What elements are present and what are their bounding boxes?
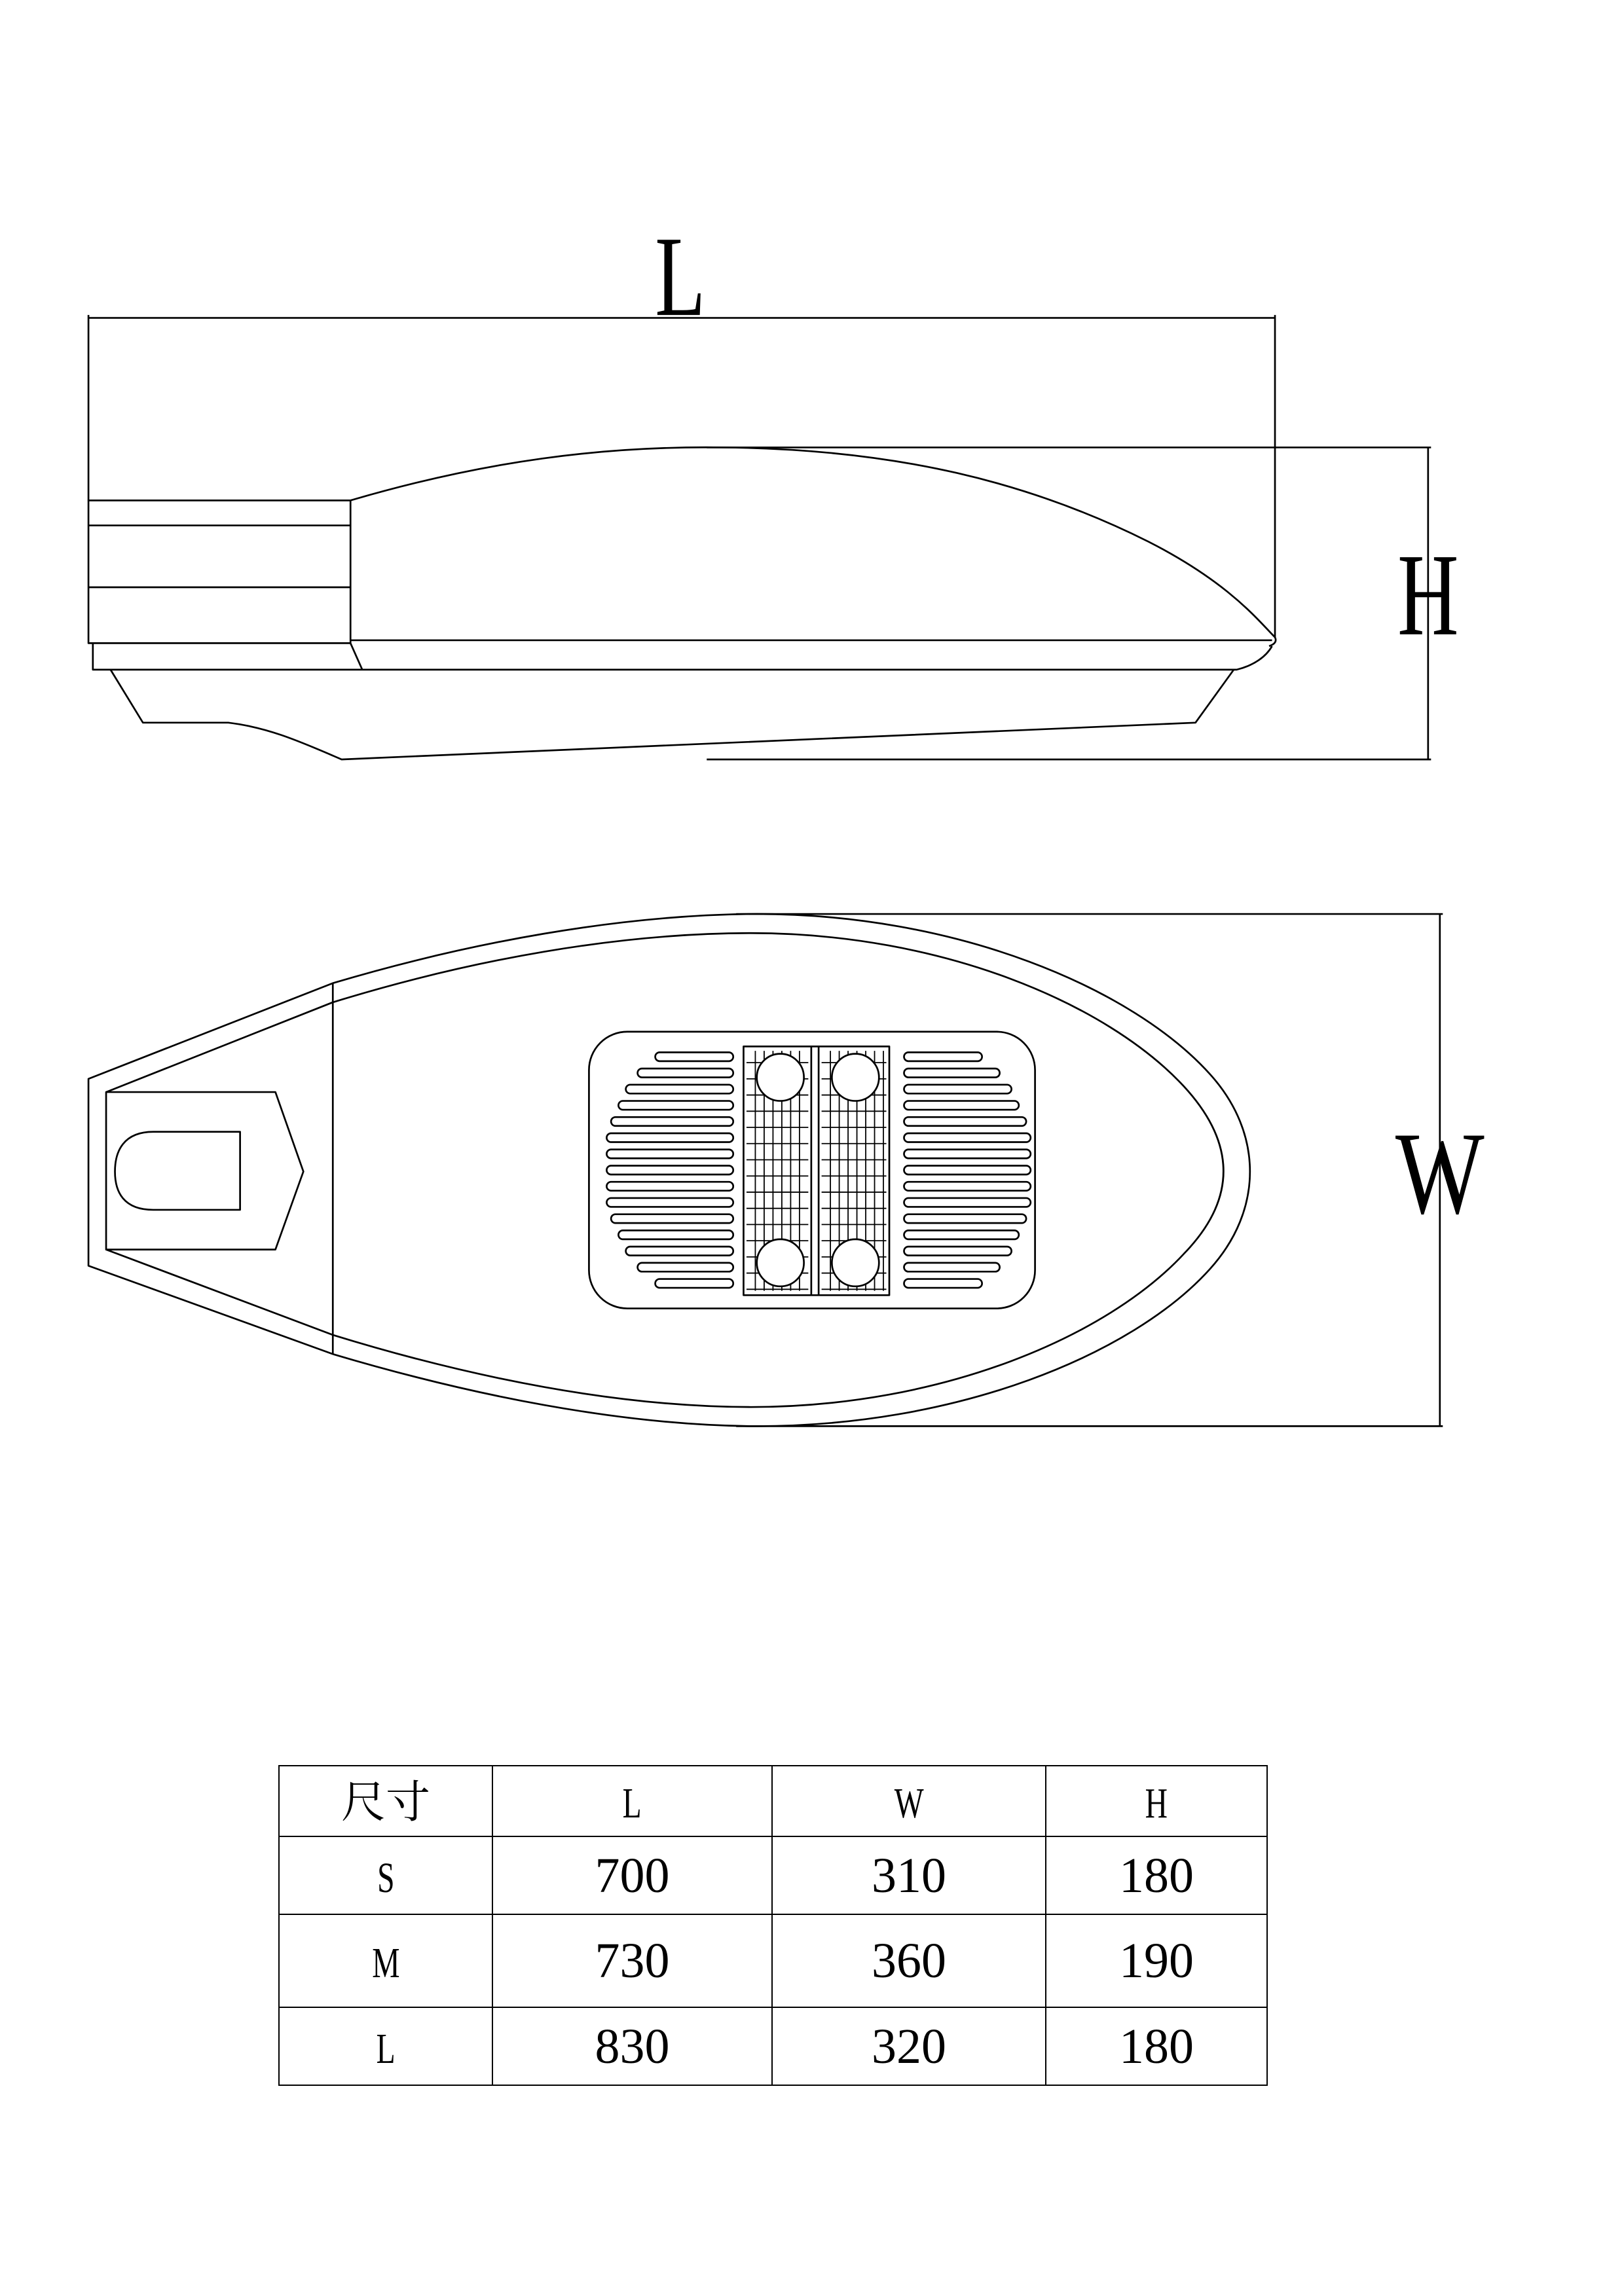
fin-bar [618, 1230, 733, 1239]
side-body-strip [93, 643, 1272, 669]
header-height-label: H [1145, 1779, 1168, 1827]
size-code: S [377, 1853, 395, 1902]
fin-bar [606, 1165, 733, 1174]
table-cell: 700 [492, 1836, 772, 1914]
table-cell: 180 [1046, 1836, 1267, 1914]
fin-bar [638, 1263, 733, 1271]
side-body-step [350, 643, 362, 669]
table-cell [279, 2007, 492, 2085]
header-width-label: W [894, 1779, 924, 1827]
fin-bar [904, 1214, 1027, 1223]
table-cell: 830 [492, 2007, 772, 2085]
led-lens [832, 1054, 879, 1101]
table-cell: 320 [772, 2007, 1046, 2085]
dim-label-length: L [655, 213, 706, 341]
fin-bar [611, 1117, 733, 1125]
fin-bar [606, 1133, 733, 1142]
table-header-cell [492, 1766, 772, 1836]
size-table [278, 1765, 1268, 2086]
table-row [279, 1836, 1267, 1914]
fin-bar [606, 1150, 733, 1158]
led-lens [757, 1054, 804, 1101]
top-mount-slot [115, 1132, 240, 1210]
fin-bar [904, 1230, 1019, 1239]
table-row [279, 2007, 1267, 2085]
fin-bar [606, 1198, 733, 1207]
top-mount-bracket [106, 1092, 303, 1250]
fin-bar [618, 1101, 733, 1110]
table-cell: 190 [1046, 1914, 1267, 2007]
dim-label-width: W [1395, 1108, 1485, 1239]
top-inner-outline [106, 933, 1223, 1407]
top-view [88, 914, 1443, 1426]
fin-bar [904, 1165, 1031, 1174]
fin-bar [611, 1214, 733, 1223]
led-lens [757, 1239, 804, 1286]
fin-bar [904, 1198, 1031, 1207]
side-body-cover [350, 447, 1276, 646]
fin-bar [904, 1182, 1031, 1190]
table-row [279, 1914, 1267, 2007]
fin-bar [904, 1052, 982, 1061]
fin-bar [904, 1101, 1019, 1110]
table-header-cell [279, 1766, 492, 1836]
side-connector [88, 500, 350, 643]
table-cell [279, 1914, 492, 2007]
fin-bar [626, 1085, 733, 1093]
header-size-label: 尺寸 [341, 1777, 430, 1827]
dim-label-height: H [1397, 529, 1459, 660]
fin-bar [638, 1068, 733, 1077]
table-header-cell [1046, 1766, 1267, 1836]
top-outer-outline [88, 914, 1250, 1426]
fin-bar [904, 1133, 1031, 1142]
fin-bar [904, 1117, 1027, 1125]
size-code: M [371, 1939, 400, 1987]
table-cell: 310 [772, 1836, 1046, 1914]
fin-bar [904, 1085, 1012, 1093]
side-view [88, 315, 1431, 759]
fin-bar [904, 1279, 982, 1288]
led-lens [832, 1239, 879, 1286]
fin-bar [626, 1247, 733, 1255]
fin-bar [904, 1247, 1012, 1255]
fin-bar [904, 1068, 1000, 1077]
fin-bar [904, 1263, 1000, 1271]
fin-bar [606, 1182, 733, 1190]
table-cell [279, 1836, 492, 1914]
table-header-row [279, 1766, 1267, 1836]
side-lower-housing [111, 670, 1234, 759]
fin-bar [655, 1279, 733, 1288]
table-cell: 180 [1046, 2007, 1267, 2085]
table-header-cell [772, 1766, 1046, 1836]
table-cell: 730 [492, 1914, 772, 2007]
header-length-label: L [622, 1779, 642, 1827]
size-code: L [376, 2024, 396, 2073]
fin-bar [655, 1052, 733, 1061]
fin-bar [904, 1150, 1031, 1158]
table-cell: 360 [772, 1914, 1046, 2007]
